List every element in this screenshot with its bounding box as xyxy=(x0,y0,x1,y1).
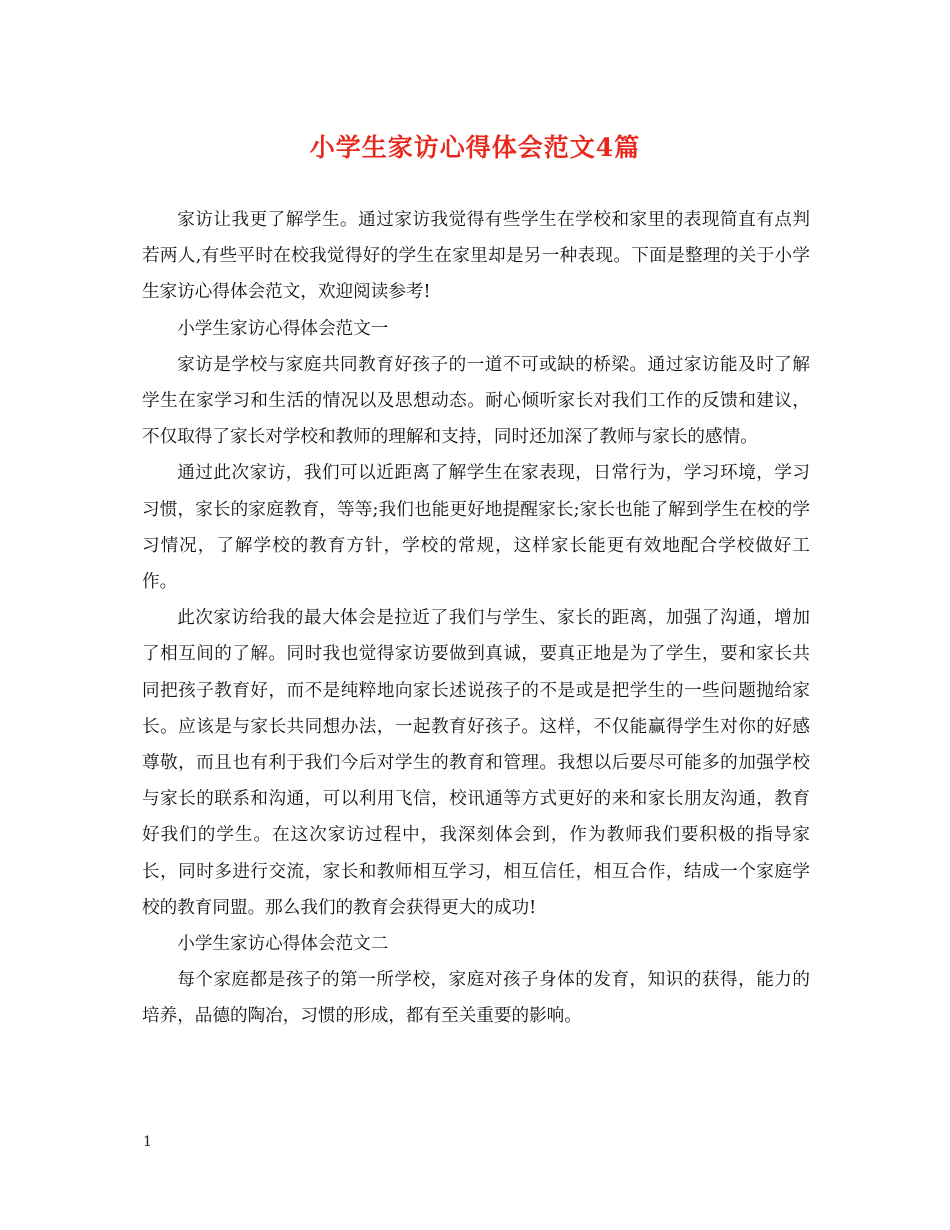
section-heading-1: 小学生家访心得体会范文一 xyxy=(177,318,389,339)
page-number: 1 xyxy=(143,1134,152,1150)
document-body xyxy=(142,202,810,1035)
paragraph-1: 家访是学校与家庭共同教育好孩子的一道不可或缺的桥梁。通过家访能及时了解学生在家学习和生活的情况以及思想动态。耐心倾听家长对我们工作的反馈和建议，不仅取得了家长对学校和教师的理解和支持，同时还加深了教师与家长的感情。 xyxy=(142,354,810,448)
section-heading-2: 小学生家访心得体会范文二 xyxy=(177,934,389,955)
paragraph-intro: 家访让我更了解学生。通过家访我觉得有些学生在学校和家里的表现简直有点判若两人,有些平时在校我觉得好的学生在家里却是另一种表现。下面是整理的关于小学生家访心得体会范文，欢迎阅读参考! xyxy=(142,210,810,303)
paragraph-3: 此次家访给我的最大体会是拉近了我们与学生、家长的距离，加强了沟通，增加了相互间的了解。同时我也觉得家访要做到真诚，要真正地是为了学生，要和家长共同把孩子教育好，而不是纯粹地向家长述说孩子的不是或是把学生的一些问题抛给家长。应该是与家长共同想办法，一起教育好孩子。这样，不仅能赢得学生对你的好感尊敬，而且也有利于我们今后对学生的教育和管理。我想以后要尽可能多的加强学校与家长的联系和沟通，可以利用飞信，校讯通等方式更好的来和家长朋友沟通，教育好我们的学生。在这次家访过程中，我深刻体会到，作为教师我们要积极的指导家长，同时多进行交流，家长和教师相互学习，相互信任，相互合作，结成一个家庭学校的教育同盟。那么我们的教育会获得更大的成功! xyxy=(142,608,810,918)
paragraph-2: 通过此次家访，我们可以近距离了解学生在家表现，日常行为，学习环境，学习习惯，家长的家庭教育，等等;我们也能更好地提醒家长;家长也能了解到学生在校的学习情况，了解学校的教育方针，学校的常规，这样家长能更有效地配合学校做好工作。 xyxy=(142,463,810,593)
document-title: 小学生家访心得体会范文4篇 xyxy=(309,133,641,162)
paragraph-4: 每个家庭都是孩子的第一所学校，家庭对孩子身体的发育，知识的获得，能力的培养，品德的陶冶，习惯的形成，都有至关重要的影响。 xyxy=(142,970,810,1027)
